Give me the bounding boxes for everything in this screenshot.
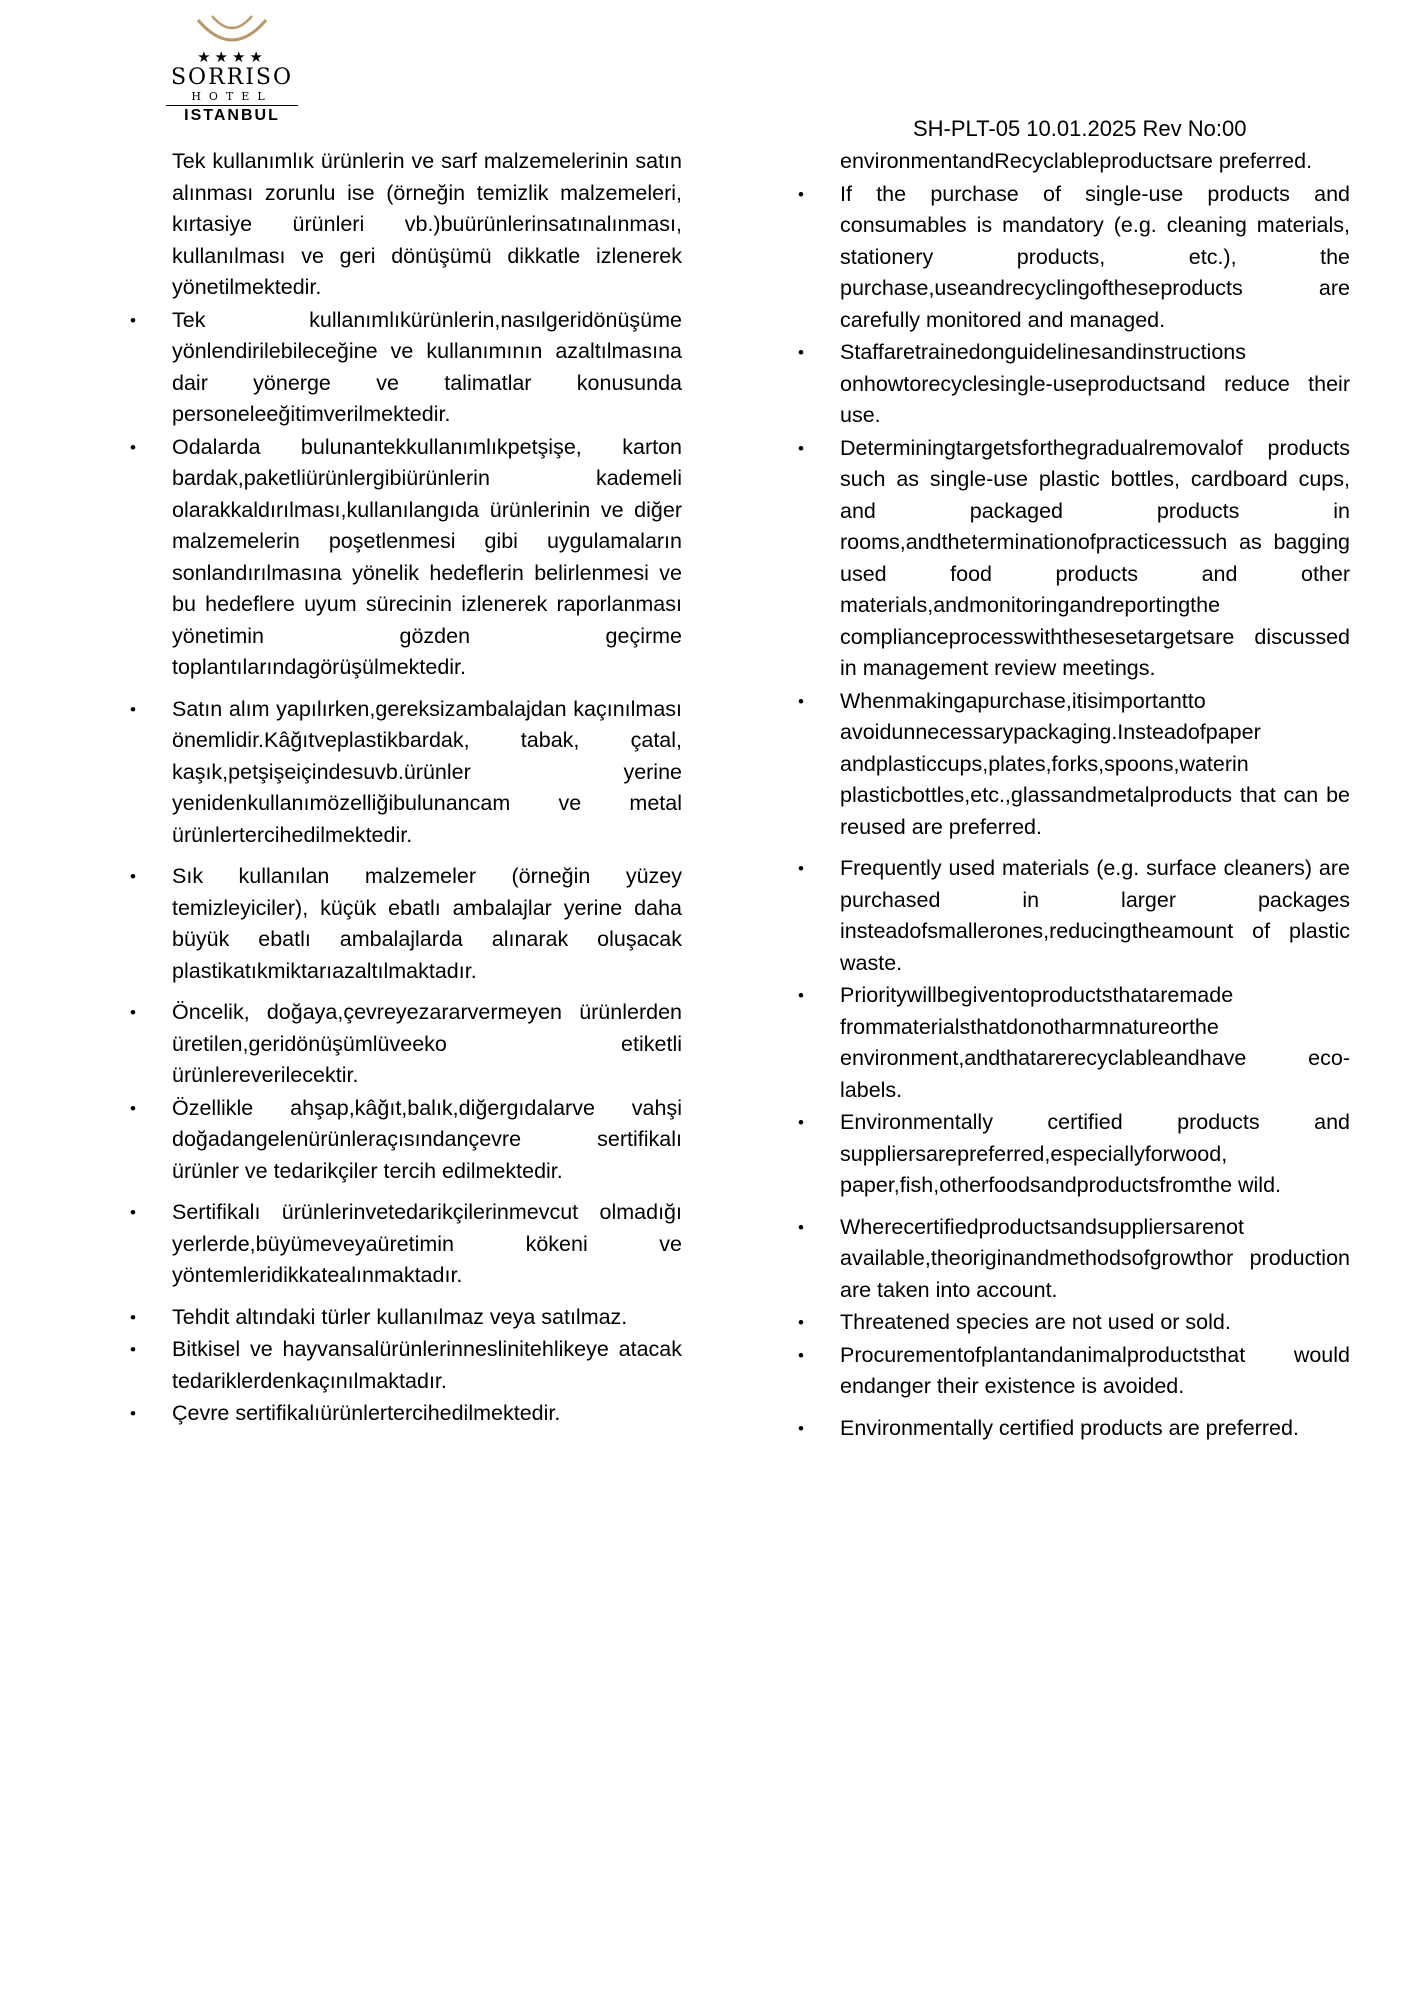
english-column (840, 146, 1350, 1445)
paragraph: Tek kullanımlık ürünlerin ve sarf malzemelerinin satın alınması zorunlu ise (örneğin temizlik malzemeleri, kırtasiye ürünleri vb.)buürünlerinsatınalınması, kullanılması ve geri dönüşümü dikkatle izlenerek yönetilmektedir. (172, 149, 682, 299)
bullet-item: • Determiningtargetsforthegradualremovalof products such as single-use plastic bottles, cardboard cups, and packaged products in rooms,andtheterminationofpracticessuch as bagging used food products and other materials,andmonitoringandreportingthe complianceprocesswiththesesetargetsare discussed in management review meetings. (840, 433, 1350, 685)
bullet-item: • Procurementofplantandanimalproductsthat would endanger their existence is avoided. (840, 1340, 1350, 1403)
bullet-item: • Çevre sertifikalıürünlertercihedilmektedir. (172, 1398, 682, 1430)
bullet-item: • Prioritywillbegiventoproductsthataremade frommaterialsthatdonotharmnatureorthe environment,andthatarerecyclableandhave eco-labels. (840, 980, 1350, 1106)
bullet-item: • Threatened species are not used or sold. (840, 1307, 1350, 1339)
hotel-logo (162, 14, 302, 132)
bullet-item: • Bitkisel ve hayvansalürünlerinneslinitehlikeye atacak tedariklerdenkaçınılmaktadır. (172, 1334, 682, 1397)
turkish-column (172, 146, 682, 1431)
logo-city: ISTANBUL (184, 107, 280, 124)
paragraph: environmentandRecyclableproductsare preferred. (840, 149, 1313, 173)
bullet-item: • Staffaretrainedonguidelinesandinstructions onhowtorecyclesingle-useproductsand reduce their use. (840, 337, 1350, 432)
bullet-item: • Sık kullanılan malzemeler (örneğin yüzey temizleyiciler), küçük ebatlı ambalajlar yerine daha büyük ebatlı ambalajlarda alınarak oluşacak plastikatıkmiktarıazaltılmaktadır. (172, 861, 682, 987)
bullet-item: • Frequently used materials (e.g. surface cleaners) are purchased in larger packages insteadofsmallerones,reducingtheamount of plastic waste. (840, 853, 1350, 979)
logo-subtitle: HOTEL (191, 90, 273, 103)
bullet-item: • Odalarda bulunantekkullanımlıkpetşişe, karton bardak,paketliürünlergibiürünlerin kademeli olarakkaldırılması,kullanılangıda ürünlerinin ve diğer malzemelerin poşetlenmesi gibi uygulamaların sonlandırılmasına yönelik hedeflerin belirlenmesi ve bu hedeflere uyum sürecinin izlenerek raporlanması yönetimin gözden geçirme toplantılarındagörüşülmektedir. (172, 432, 682, 684)
bullet-item: • Özellikle ahşap,kâğıt,balık,diğergıdalarve vahşi doğadangelenürünleraçısındançevre sertifikalı ürünler ve tedarikçiler tercih edilmektedir. (172, 1093, 682, 1188)
logo-divider (166, 105, 298, 106)
logo-stars: ★★★★ (197, 49, 267, 66)
bullet-item: • Satın alım yapılırken,gereksizambalajdan kaçınılması önemlidir.Kâğıtveplastikbardak, tabak, çatal, kaşık,petşişeiçindesuvb.ürünler yerine yenidenkullanımözelliğibulunancam ve metal ürünlertercihedilmektedir. (172, 694, 682, 852)
bullet-item: • Wherecertifiedproductsandsuppliersarenot available,theoriginandmethodsofgrowthor production are taken into account. (840, 1212, 1350, 1307)
bullet-item: • Öncelik, doğaya,çevreyezararvermeyen ürünlerden üretilen,geridönüşümlüveeko etiketli ürünlereverilecektir. (172, 997, 682, 1092)
document-reference: SH-PLT-05 10.01.2025 Rev No:00 (913, 116, 1247, 141)
bullet-item: • Whenmakingapurchase,itisimportantto avoidunnecessarypackaging.Insteadofpaper andplasticcups,plates,forks,spoons,waterin plasticbottles,etc.,glassandmetalproducts that can be reused are preferred. (840, 686, 1350, 844)
logo-emblem-icon (192, 14, 272, 48)
bullet-item: • Environmentally certified products and suppliersarepreferred,especiallyforwood, paper,fish,otherfoodsandproductsfromthe wild. (840, 1107, 1350, 1202)
logo-brand: SORRISO (170, 65, 294, 90)
bullet-item: • Tek kullanımlıkürünlerin,nasılgeridönüşüme yönlendirilebileceğine ve kullanımının azaltılmasına dair yönerge ve talimatlar konusunda personeleeğitimverilmektedir. (172, 305, 682, 431)
bullet-item: • Environmentally certified products are preferred. (840, 1413, 1350, 1445)
bullet-item: • If the purchase of single-use products and consumables is mandatory (e.g. cleaning materials, stationery products, etc.), the purchase,useandrecyclingoftheseproducts are carefully monitored and managed. (840, 179, 1350, 337)
bullet-item: • Sertifikalı ürünlerinvetedarikçilerinmevcut olmadığı yerlerde,büyümeveyaüretimin kökeni ve yöntemleridikkatealınmaktadır. (172, 1197, 682, 1292)
bullet-item: • Tehdit altındaki türler kullanılmaz veya satılmaz. (172, 1302, 682, 1334)
